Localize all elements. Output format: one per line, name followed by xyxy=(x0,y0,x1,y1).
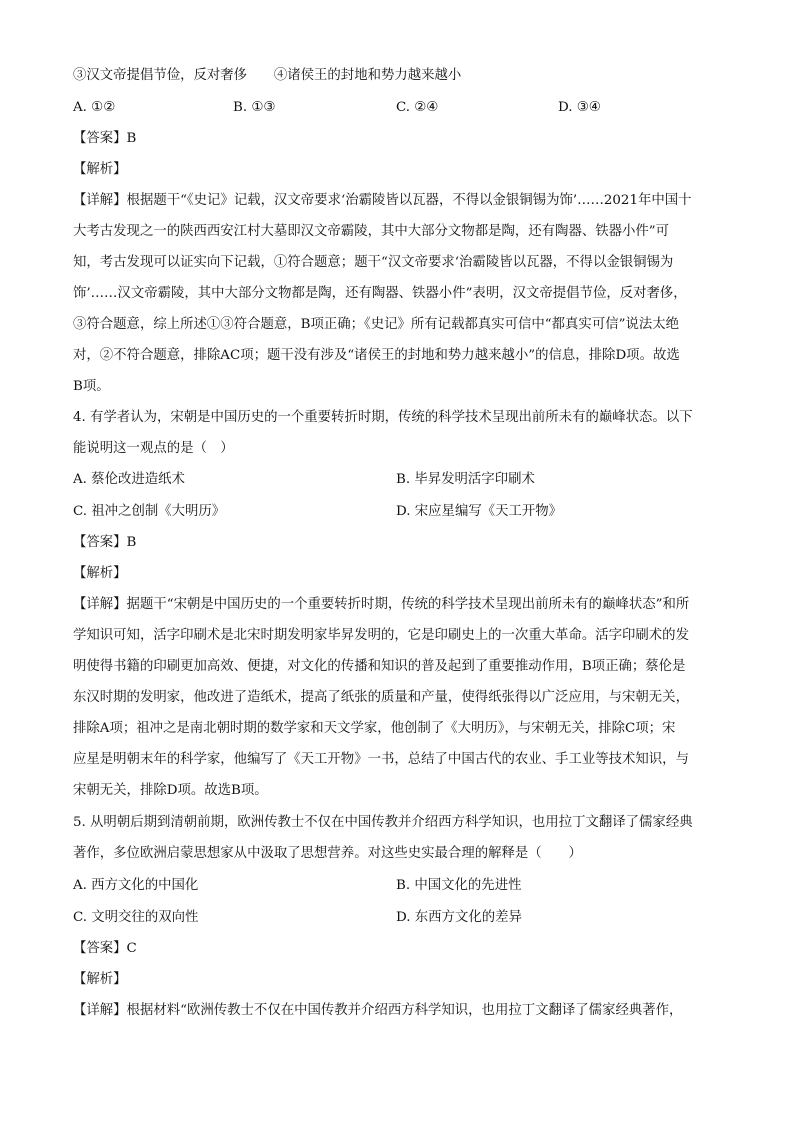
q3-analysis-label: 【解析】 xyxy=(73,162,127,177)
q4-answer: 【答案】B xyxy=(73,535,137,550)
q3-detail-line: 饰’……汉文帝霸陵，其中大部分文物都是陶，还有陶器、铁器小件”表明，汉文帝提倡节俭，反对奢侈， xyxy=(73,286,687,301)
q4-detail-line: 东汉时期的发明家，他改进了造纸术，提高了纸张的质量和产量，使得纸张得以广泛应用，与宋朝无关， xyxy=(73,690,689,705)
q3-statements-line: ③汉文帝提倡节俭，反对奢侈 ④诸侯王的封地和势力越来越小 xyxy=(73,68,462,83)
q4-option-d: D. 宋应星编写《天工开物》 xyxy=(396,504,563,519)
q5-detail-line: 【详解】根据材料“欧洲传教士不仅在中国传教并介绍西方科学知识，也用拉丁文翻译了儒家经典著作， xyxy=(73,1003,683,1018)
q4-stem-line: 4. 有学者认为，宋朝是中国历史的一个重要转折时期，传统的科学技术呈现出前所未有的巅峰状态。以下 xyxy=(73,410,693,425)
q4-detail-line: 明使得书籍的印刷更加高效、便捷，对文化的传播和知识的普及起到了重要推动作用，B项正确；蔡伦是 xyxy=(73,659,686,674)
q5-stem-line: 5. 从明朝后期到清朝前期，欧洲传教士不仅在中国传教并介绍西方科学知识，也用拉丁文翻译了儒家经典 xyxy=(73,815,693,830)
q4-detail-line: 宋朝无关，排除D项。故选B项。 xyxy=(73,783,268,798)
q5-stem-line: 著作，多位欧洲启蒙思想家从中汲取了思想营养。对这些史实最合理的解释是（ ） xyxy=(73,846,582,861)
q5-option-b: B. 中国文化的先进性 xyxy=(396,878,522,893)
q4-detail-line: 应星是明朝末年的科学家，他编写了《天工开物》一书，总结了中国古代的农业、手工业等技术知识，与 xyxy=(73,752,689,767)
q5-answer: 【答案】C xyxy=(73,941,137,956)
q4-detail-line: 排除A项；祖冲之是南北朝时期的数学家和天文学家，他创制了《大明历》，与宋朝无关，排除C项；宋 xyxy=(73,721,676,736)
q3-detail-line: B项。 xyxy=(73,379,110,394)
q3-answer: 【答案】B xyxy=(73,131,137,146)
q4-stem-line: 能说明这一观点的是（ ） xyxy=(73,441,234,456)
q4-detail-line: 【详解】据题干“宋朝是中国历史的一个重要转折时期，传统的科学技术呈现出前所未有的巅峰状态”和所 xyxy=(73,597,690,612)
q3-option-c: C. ②④ xyxy=(396,100,439,115)
q3-detail-line: ③符合题意，综上所述①③符合题意，B项正确；《史记》所有记载都真实可信中“都真实可信”说法太绝 xyxy=(73,317,680,332)
q5-option-c: C. 文明交往的双向性 xyxy=(73,910,199,925)
q4-option-a: A. 蔡伦改进造纸术 xyxy=(73,472,185,487)
q4-option-b: B. 毕昇发明活字印刷术 xyxy=(396,472,535,487)
q5-option-d: D. 东西方文化的差异 xyxy=(396,910,522,925)
q4-detail-line: 学知识可知，活字印刷术是北宋时期发明家毕昇发明的，它是印刷史上的一次重大革命。活字印刷术的发 xyxy=(73,628,689,643)
q3-detail-line: 知，考古发现可以证实向下记载，①符合题意；题干“汉文帝要求‘治霸陵皆以瓦器，不得以金银铜锡为 xyxy=(73,255,674,270)
q3-option-b: B. ①③ xyxy=(233,100,276,115)
q3-detail-line: 【详解】根据题干“《史记》记载，汉文帝要求‘治霸陵皆以瓦器，不得以金银铜锡为饰’……2021年中国十 xyxy=(73,193,692,208)
q4-analysis-label: 【解析】 xyxy=(73,566,127,581)
q5-option-a: A. 西方文化的中国化 xyxy=(73,878,199,893)
q4-option-c: C. 祖冲之创制《大明历》 xyxy=(73,504,226,519)
q3-option-d: D. ③④ xyxy=(558,100,601,115)
q3-detail-line: 对，②不符合题意，排除AC项；题干没有涉及“诸侯王的封地和势力越来越小”的信息，排除D项。故选 xyxy=(73,348,680,363)
q3-detail-line: 大考古发现之一的陕西西安江村大墓即汉文帝霸陵，其中大部分文物都是陶，还有陶器、铁器小件”可 xyxy=(73,224,670,239)
q3-option-a: A. ①② xyxy=(73,100,116,115)
q5-analysis-label: 【解析】 xyxy=(73,972,127,987)
